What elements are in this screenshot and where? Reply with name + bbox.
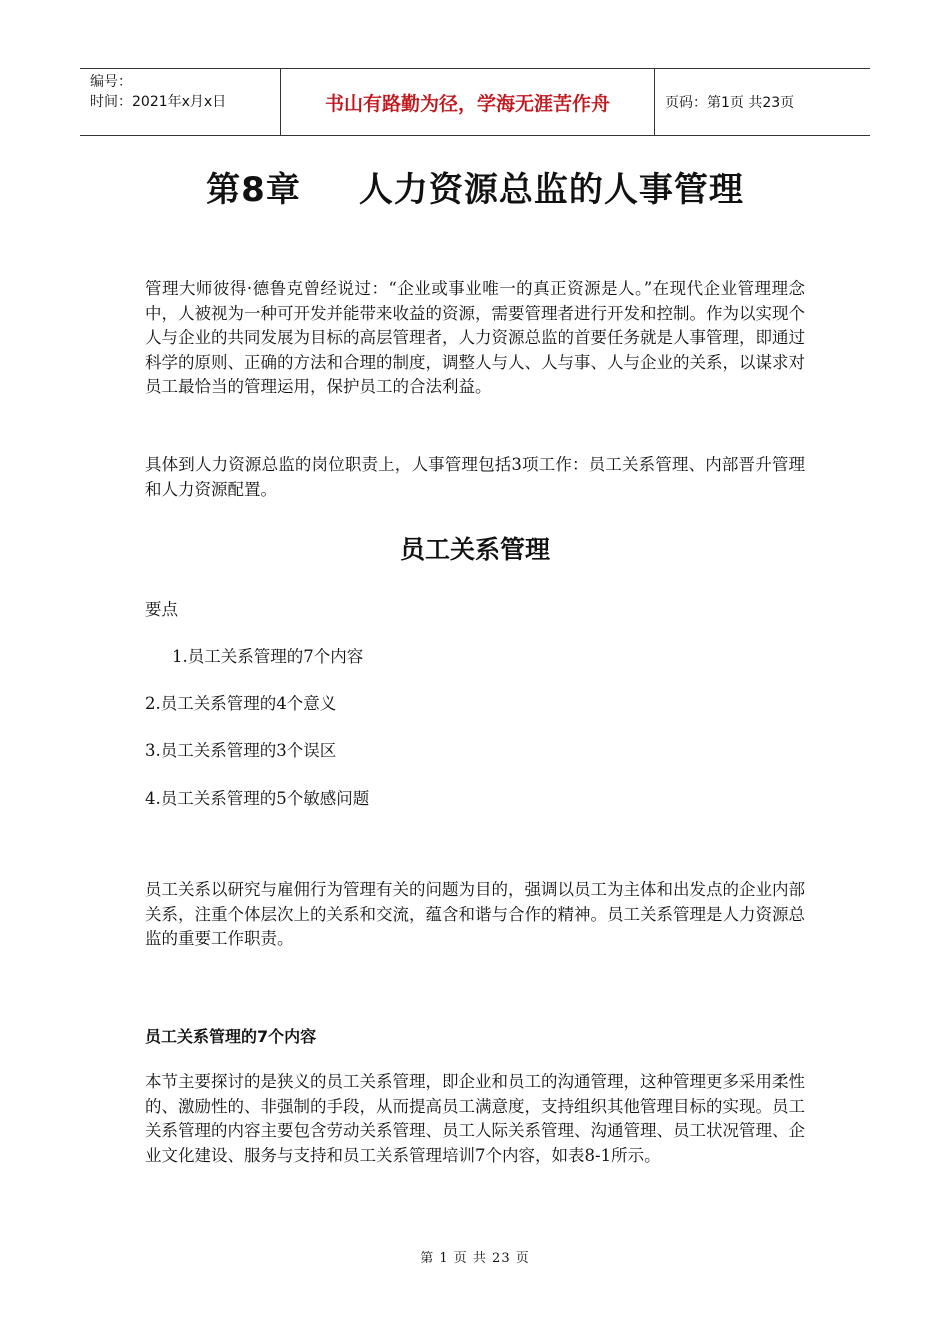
page-footer: 第 1 页 共 23 页 [420,1251,530,1266]
key-point-item: 3.员工关系管理的3个误区 [145,741,337,760]
key-point-item: 1.员工关系管理的7个内容 [172,647,364,666]
key-point-item: 2.员工关系管理的4个意义 [145,694,337,713]
chapter-name: 人力资源总监的人事管理 [358,170,744,210]
page-info: 页码：第1页 共23页 [665,95,795,111]
section-heading: 员工关系管理 [399,535,550,564]
body-paragraph: 本节主要探讨的是狭义的员工关系管理，即企业和员工的沟通管理，这种管理更多采用柔性的、激励性的、非强制的手段，从而提高员工满意度，支持组织其他管理目标的实现。员工关系管理的内容主要包含劳动关系管理、员工人际关系管理、沟通管理、员工状况管理、企业文化建设、服务与支持和员工关系管理培训7个内容，如表8-1所示。 [145,1072,805,1165]
key-point-item: 4.员工关系管理的5个敏感问题 [145,789,370,808]
motto: 书山有路勤为径，学海无涯苦作舟 [281,69,655,135]
time-label: 时间：2021年x月x日 [90,94,227,110]
intro-paragraph-2: 具体到人力资源总监的岗位职责上，人事管理包括3项工作：员工关系管理、内部晋升管理和人力资源配置。 [145,455,805,499]
key-points-label: 要点 [145,600,178,619]
header-meta-cell [80,69,281,135]
intro-paragraph-1: 管理大师彼得·德鲁克曾经说过：“企业或事业唯一的真正资源是人。”在现代企业管理理念中，人被视为一种可开发并能带来收益的资源，需要管理者进行开发和控制。作为以实现个人与企业的共同发展为目标的高层管理者，人力资源总监的首要任务就是人事管理，即通过科学的原则、正确的方法和合理的制度，调整人与人、人与事、人与企业的关系，以谋求对员工最恰当的管理运用，保护员工的合法利益。 [145,279,805,396]
chapter-title [0,162,950,211]
chapter-number: 第8章 [206,170,301,210]
page-header [80,68,870,136]
definition-paragraph: 员工关系以研究与雇佣行为管理有关的问题为目的，强调以员工为主体和出发点的企业内部关系，注重个体层次上的关系和交流，蕴含和谐与合作的精神。员工关系管理是人力资源总监的重要工作职责。 [145,880,805,948]
subsection-heading: 员工关系管理的7个内容 [145,1027,317,1046]
number-label: 编号： [90,74,132,90]
